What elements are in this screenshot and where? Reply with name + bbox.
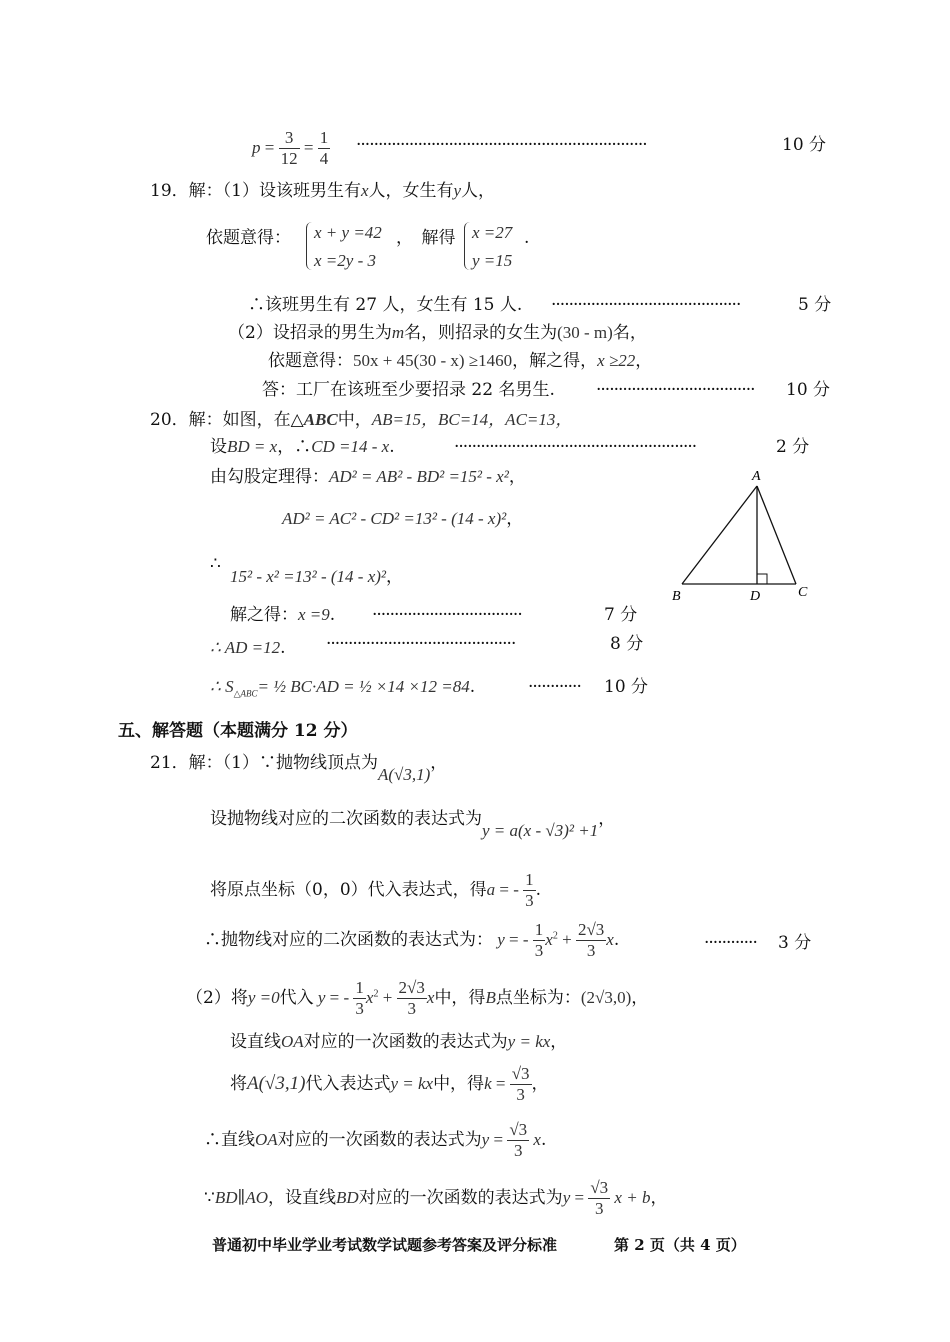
q19-system2-a: x =27: [472, 223, 513, 242]
q19-yi-label: 依题意得：: [206, 228, 291, 248]
triangle-figure: [668, 462, 818, 606]
q21-line-oa-result: ∴直线OA对应的一次函数的表达式为y = $\frac{√3}{3}$ x.: [204, 1120, 547, 1160]
vertex-label-a: A: [752, 469, 761, 484]
q21-substitute: 将原点坐标（0，0）代入表达式，得a = - $\frac{1}{3}$ .: [210, 870, 542, 910]
q21-line-bd: ∵BD∥AO，设直线BD对应的一次函数的表达式为y = $\frac{√3}{3}$ x + b，: [204, 1178, 668, 1218]
q19-part2-inequality: 依题意得：50x + 45(30 - x) ≥1460，解之得，x ≥22，: [268, 351, 653, 371]
score: 8 分: [610, 634, 644, 654]
q19-heading: 19．解：（1）设该班男生有x人，女生有y人，: [150, 181, 496, 201]
dots: ·······················································: [454, 437, 697, 457]
q19-system2-b: y =15: [472, 251, 513, 270]
q19-system1-b: x =2y - 3: [314, 251, 376, 270]
brace: [306, 222, 313, 270]
score: 5 分: [798, 295, 832, 315]
q20-set-bd: 设BD = x，∴CD =14 - x.: [210, 437, 395, 457]
q20-pythagoras: 由勾股定理得：AD² = AB² - BD² =15² - x²，: [210, 467, 526, 487]
q19-jie: ， 解得: [396, 228, 456, 248]
dots: ··································································: [356, 135, 647, 155]
q21-line-oa: 设直线OA对应的一次函数的表达式为y = kx，: [230, 1032, 568, 1052]
section-heading: 五、解答题（本题满分 12 分）: [118, 721, 358, 741]
q21-substitute-a: 将A(√3,1)代入表达式y = kx中，得k = $\frac{√3}{3}$ ，: [230, 1064, 549, 1104]
q19-part2-answer: 答：工厂在该班至少要招录 22 名男生.: [262, 380, 555, 400]
footer-page: 第 2 页（共 4 页）: [614, 1236, 746, 1254]
dots: ···········································: [326, 634, 516, 654]
dots: ············: [528, 677, 581, 697]
footer-title: 普通初中毕业学业考试数学试题参考答案及评分标准: [212, 1236, 558, 1254]
score: 2 分: [776, 437, 810, 457]
dots: ···········································: [551, 295, 741, 315]
answer-p-line: p = $\frac{3}{12}$ = $\frac{1}{4}$: [252, 128, 329, 168]
q21-set-form: 设抛物线对应的二次函数的表达式为y = a(x - √3)² +1，: [210, 809, 616, 840]
vertex-label-b: B: [672, 589, 681, 604]
q20-area: ∴ $S_{\triangle ABC}=$ ½ BC·AD = ½ ×14 ×12 =84.: [210, 677, 476, 699]
score: 10 分: [786, 380, 831, 400]
q20-ad: ∴ AD =12.: [210, 638, 286, 658]
brace: [464, 222, 471, 270]
q19-system1-a: x + y =42: [314, 223, 382, 242]
vertex-label-d: D: [750, 589, 761, 604]
vertex-label-c: C: [798, 585, 808, 600]
q19-answer: ∴该班男生有 27 人，女生有 15 人.: [248, 295, 523, 315]
score: 10 分: [782, 135, 827, 155]
score: 3 分: [778, 933, 812, 953]
period: .: [524, 228, 530, 248]
dots: ············: [704, 933, 757, 953]
q20-equation3: 15² - x² =13² - (14 - x)²，: [230, 567, 404, 587]
dots: ··································: [372, 605, 522, 625]
q20-equation2: AD² = AC² - CD² =13² - (14 - x)²，: [282, 509, 524, 529]
dots: ····································: [596, 380, 755, 400]
q20-heading: 20．解：如图，在△ABC中，AB=15，BC=14，AC=13，: [150, 410, 573, 430]
therefore-symbol: ∴: [210, 554, 221, 574]
q21-part2: （2）将y =0代入 y = - $\frac{1}{3}$ $x^2$ + $\frac{2√3}{3}$ x中，得B点坐标为：(2√3,0)，: [186, 978, 649, 1018]
score: 10 分: [604, 677, 649, 697]
q19-part2: （2）设招录的男生为m名，则招录的女生为(30 - m)名，: [228, 323, 647, 343]
q20-solve: 解之得：x =9.: [230, 605, 336, 625]
q21-result: ∴抛物线对应的二次函数的表达式为： y = - $\frac{1}{3}$ $x^2$ + $\frac{2√3}{3}$ x.: [204, 920, 620, 960]
q21-heading: 21．解：（1）∵抛物线顶点为A(√3,1)，: [150, 753, 448, 784]
score: 7 分: [604, 605, 638, 625]
